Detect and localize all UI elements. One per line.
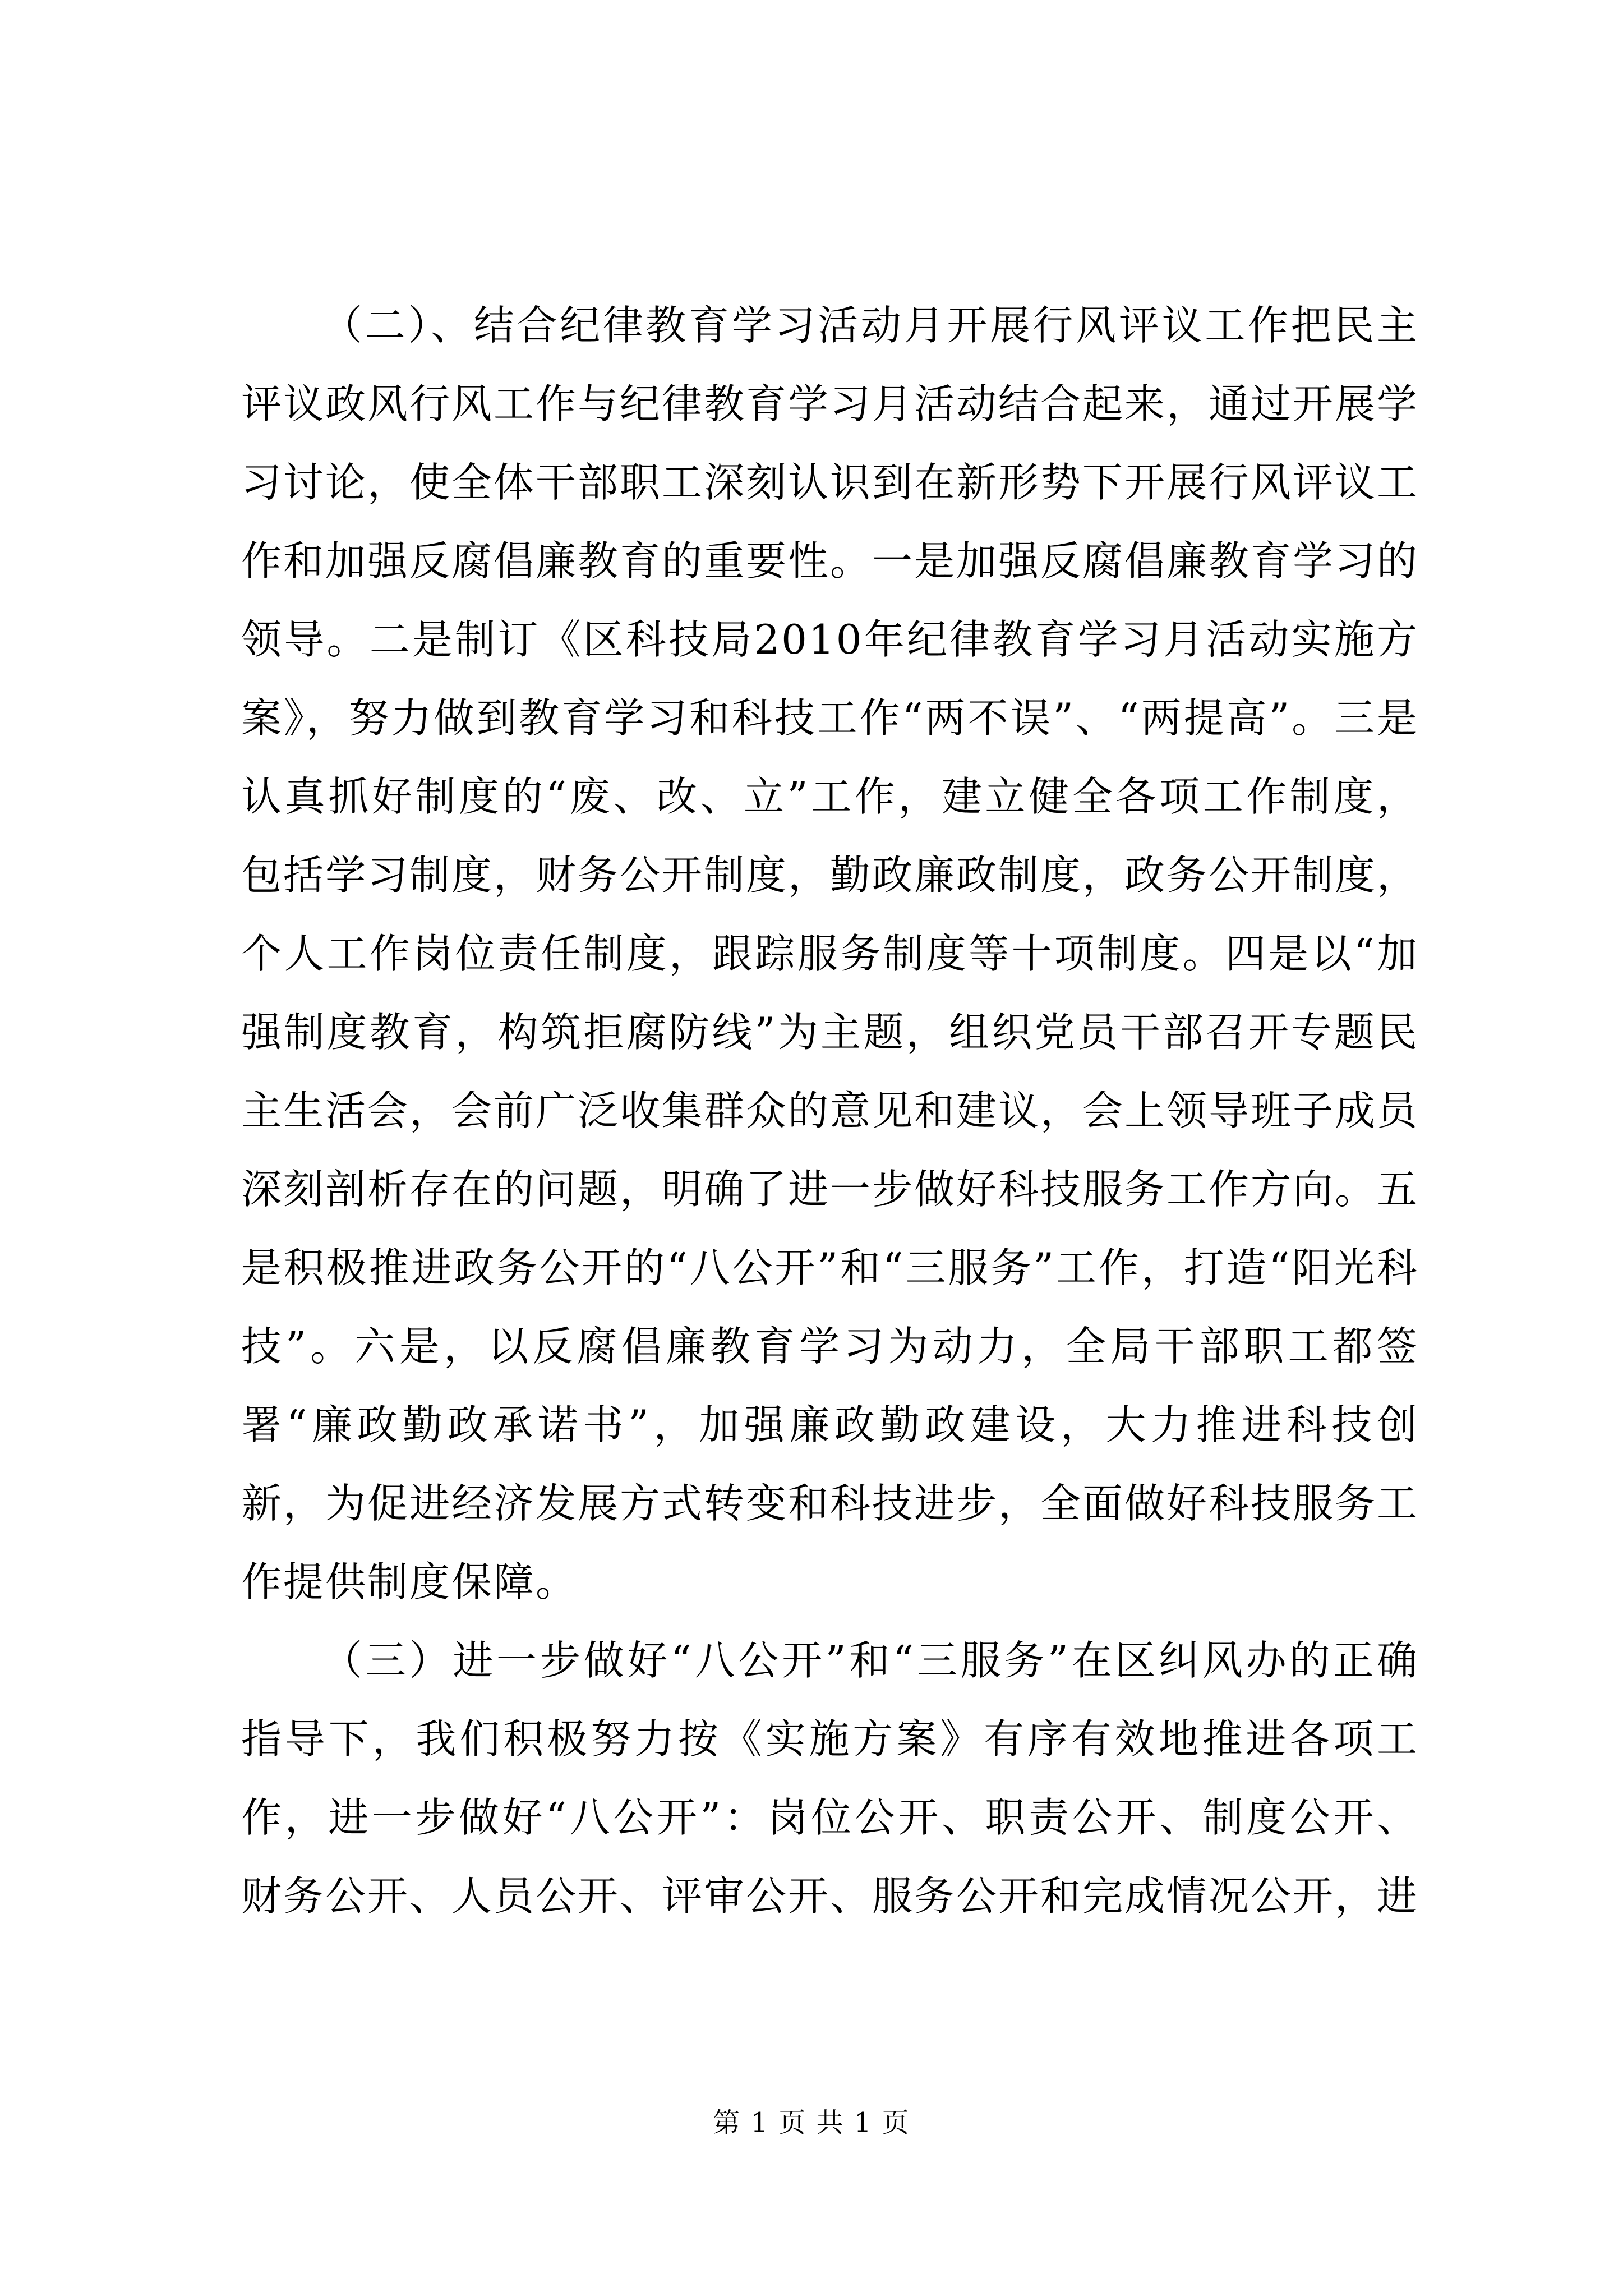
page-footer: 第 1 页 共 1 页 xyxy=(713,2107,910,2138)
document-body xyxy=(241,286,1419,1935)
paragraph-3: （三）进一步做好“八公开”和“三服务”在区纠风办的正确指导下，我们积极努力按《实施方案》有序有效地推进各项工作，进一步做好“八公开”：岗位公开、职责公开、制度公开、财务公开、人员公开、评审公开、服务公开和完成情况公开，进 xyxy=(241,1637,1419,1920)
paragraph-2: （二）、结合纪律教育学习活动月开展行风评议工作把民主评议政风行风工作与纪律教育学习月活动结合起来，通过开展学习讨论，使全体干部职工深刻认识到在新形势下开展行风评议工作和加强反腐倡廉教育的重要性。一是加强反腐倡廉教育学习的领导。二是制订《区科技局2010年纪律教育学习月活动实施方案》，努力做到教育学习和科技工作“两不误”、“两提高”。三是认真抓好制度的“废、改、立”工作，建立健全各项工作制度，包括学习制度，财务公开制度，勤政廉政制度，政务公开制度，个人工作岗位责任制度，跟踪服务制度等十项制度。四是以“加强制度教育，构筑拒腐防线”为主题，组织党员干部召开专题民主生活会，会前广泛收集群众的意见和建议，会上领导班子成员深刻剖析存在的问题，明确了进一步做好科技服务工作方向。五是积极推进政务公开的“八公开”和“三服务”工作，打造“阳光科技”。六是，以反腐倡廉教育学习为动力，全局干部职工都签署“廉政勤政承诺书”，加强廉政勤政建设，大力推进科技创新，为促进经济发展方式转变和科技进步，全面做好科技服务工作提供制度保障。 xyxy=(241,302,1419,1605)
